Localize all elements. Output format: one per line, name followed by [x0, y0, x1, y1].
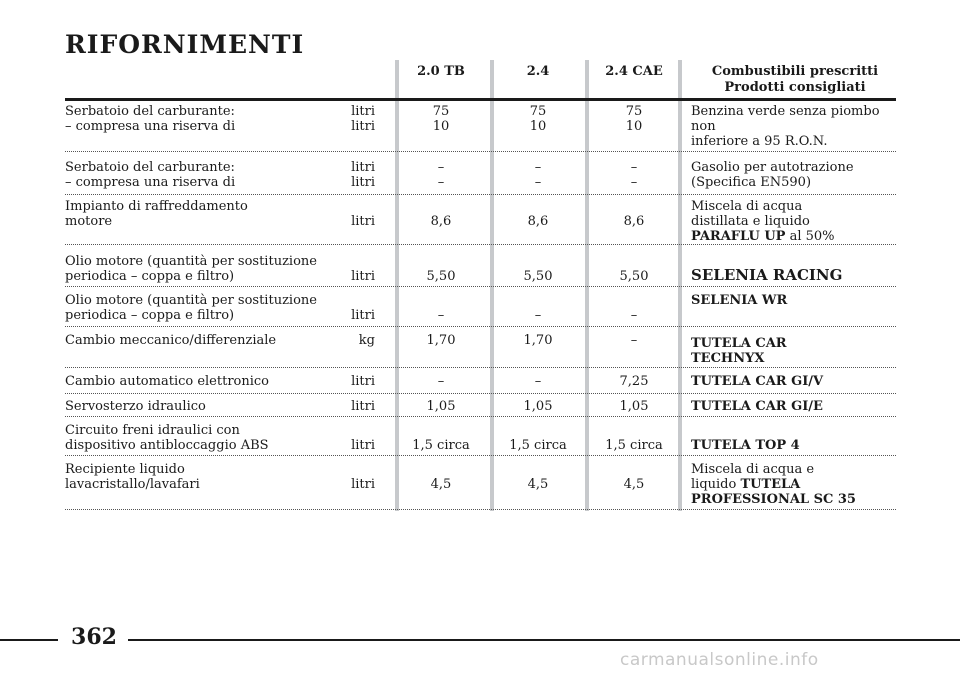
- table-row: [65, 462, 896, 510]
- table-row: [65, 293, 896, 327]
- row-value-2-4-cae: 75 10: [625, 104, 643, 134]
- row-description: Olio motore (quantità per sostituzione periodica – coppa e filtro): [65, 293, 317, 323]
- footer-rule-right: [128, 639, 960, 641]
- row-unit: litri: [351, 438, 375, 453]
- row-value-2-4-cae: – –: [630, 160, 638, 190]
- row-fuel: [691, 462, 901, 507]
- row-fuel-suffix: al 50%: [785, 229, 835, 244]
- row-value-2-0-tb: –: [437, 308, 445, 323]
- row-description: Servosterzo idraulico: [65, 399, 206, 414]
- row-unit: litri: [351, 477, 375, 492]
- row-description: Olio motore (quantità per sostituzione periodica – coppa e filtro): [65, 254, 317, 284]
- row-fuel: SELENIA RACING: [691, 266, 843, 284]
- row-unit: litri litri: [351, 160, 375, 190]
- row-unit: kg: [358, 333, 375, 348]
- row-description: Cambio meccanico/differenziale: [65, 333, 277, 348]
- table-row: [65, 399, 896, 417]
- row-value-2-4: 1,05: [523, 399, 553, 414]
- watermark: carmanualsonline.info: [620, 650, 819, 670]
- table-row: [65, 374, 896, 394]
- row-value-2-0-tb: 1,5 circa: [412, 438, 470, 453]
- row-value-2-4: 75 10: [529, 104, 547, 134]
- row-unit: litri: [351, 399, 375, 414]
- row-value-2-4: 8,6: [527, 214, 549, 229]
- row-unit: litri: [351, 374, 375, 389]
- row-description: Recipiente liquido lavacristallo/lavafari: [65, 462, 200, 492]
- row-value-2-4: 1,5 circa: [509, 438, 567, 453]
- row-fuel: Benzina verde senza piombo non inferiore a 95 R.O.N.: [691, 104, 880, 149]
- page-title: RIFORNIMENTI: [65, 30, 305, 59]
- row-fuel: Gasolio per autotrazione (Specifica EN590): [691, 160, 854, 190]
- row-value-2-0-tb: –: [437, 374, 445, 389]
- row-divider: [65, 151, 896, 152]
- row-fuel-product: PARAFLU UP: [691, 229, 786, 244]
- row-value-2-4-cae: 8,6: [623, 214, 645, 229]
- header-2-4: 2.4: [526, 64, 550, 79]
- row-divider: [65, 194, 896, 195]
- row-value-2-4: – –: [534, 160, 542, 190]
- table-row: [65, 254, 896, 287]
- row-value-2-4: 5,50: [523, 269, 553, 284]
- row-unit: litri: [351, 308, 375, 323]
- row-value-2-0-tb: 1,70: [426, 333, 456, 348]
- row-value-2-0-tb: 8,6: [430, 214, 452, 229]
- row-divider: [65, 286, 896, 287]
- row-value-2-4: –: [534, 374, 542, 389]
- row-fuel: TUTELA CAR GI/V: [691, 374, 824, 389]
- header-rule: [65, 98, 896, 101]
- row-description: Cambio automatico elettronico: [65, 374, 270, 389]
- row-value-2-0-tb: 75 10: [432, 104, 450, 134]
- row-unit: litri litri: [351, 104, 375, 134]
- row-fuel: [691, 199, 901, 244]
- row-unit: litri: [351, 269, 375, 284]
- row-description: Circuito freni idraulici con dispositivo antibloccaggio ABS: [65, 423, 269, 453]
- row-divider: [65, 509, 896, 510]
- page-number: 362: [71, 624, 117, 650]
- row-value-2-0-tb: 4,5: [430, 477, 452, 492]
- row-value-2-4-cae: –: [630, 333, 638, 348]
- row-divider: [65, 393, 896, 394]
- table-row: [65, 333, 896, 368]
- row-description: Serbatoio del carburante: – compresa una riserva di: [65, 104, 236, 134]
- row-fuel-text: Miscela di acqua distillata e liquido: [691, 199, 810, 229]
- footer-rule-left: [0, 639, 58, 641]
- header-fuel: [680, 64, 910, 96]
- row-fuel-product: TUTELA PROFESSIONAL SC 35: [691, 477, 856, 507]
- row-fuel: TUTELA CAR GI/E: [691, 399, 823, 414]
- row-divider: [65, 416, 896, 417]
- row-description: Impianto di raffreddamento motore: [65, 199, 248, 229]
- row-divider: [65, 367, 896, 368]
- row-divider: [65, 455, 896, 456]
- row-value-2-4: 4,5: [527, 477, 549, 492]
- row-unit: litri: [351, 214, 375, 229]
- table-row: [65, 160, 896, 195]
- row-fuel-text: Miscela di acqua e liquido: [691, 462, 815, 492]
- table-row: [65, 199, 896, 245]
- header-fuel-line1: Combustibili prescritti: [711, 64, 879, 79]
- row-value-2-4-cae: 5,50: [619, 269, 649, 284]
- row-fuel: TUTELA CAR TECHNYX: [691, 336, 787, 366]
- row-value-2-4-cae: 1,05: [619, 399, 649, 414]
- row-value-2-4: –: [534, 308, 542, 323]
- row-divider: [65, 326, 896, 327]
- row-value-2-4-cae: 7,25: [619, 374, 649, 389]
- row-value-2-4-cae: 1,5 circa: [605, 438, 663, 453]
- row-value-2-0-tb: 5,50: [426, 269, 456, 284]
- row-divider: [65, 244, 896, 245]
- header-2-4-cae: 2.4 CAE: [605, 64, 663, 79]
- row-value-2-4-cae: –: [630, 308, 638, 323]
- row-fuel: SELENIA WR: [691, 293, 788, 308]
- table-row: [65, 104, 896, 152]
- header-fuel-line2: Prodotti consigliati: [724, 80, 866, 95]
- row-fuel: TUTELA TOP 4: [691, 438, 800, 453]
- row-value-2-4: 1,70: [523, 333, 553, 348]
- table-row: [65, 423, 896, 456]
- row-value-2-4-cae: 4,5: [623, 477, 645, 492]
- row-value-2-0-tb: 1,05: [426, 399, 456, 414]
- row-value-2-0-tb: – –: [437, 160, 445, 190]
- row-description: Serbatoio del carburante: – compresa una riserva di: [65, 160, 236, 190]
- header-2-0-tb: 2.0 TB: [417, 64, 465, 79]
